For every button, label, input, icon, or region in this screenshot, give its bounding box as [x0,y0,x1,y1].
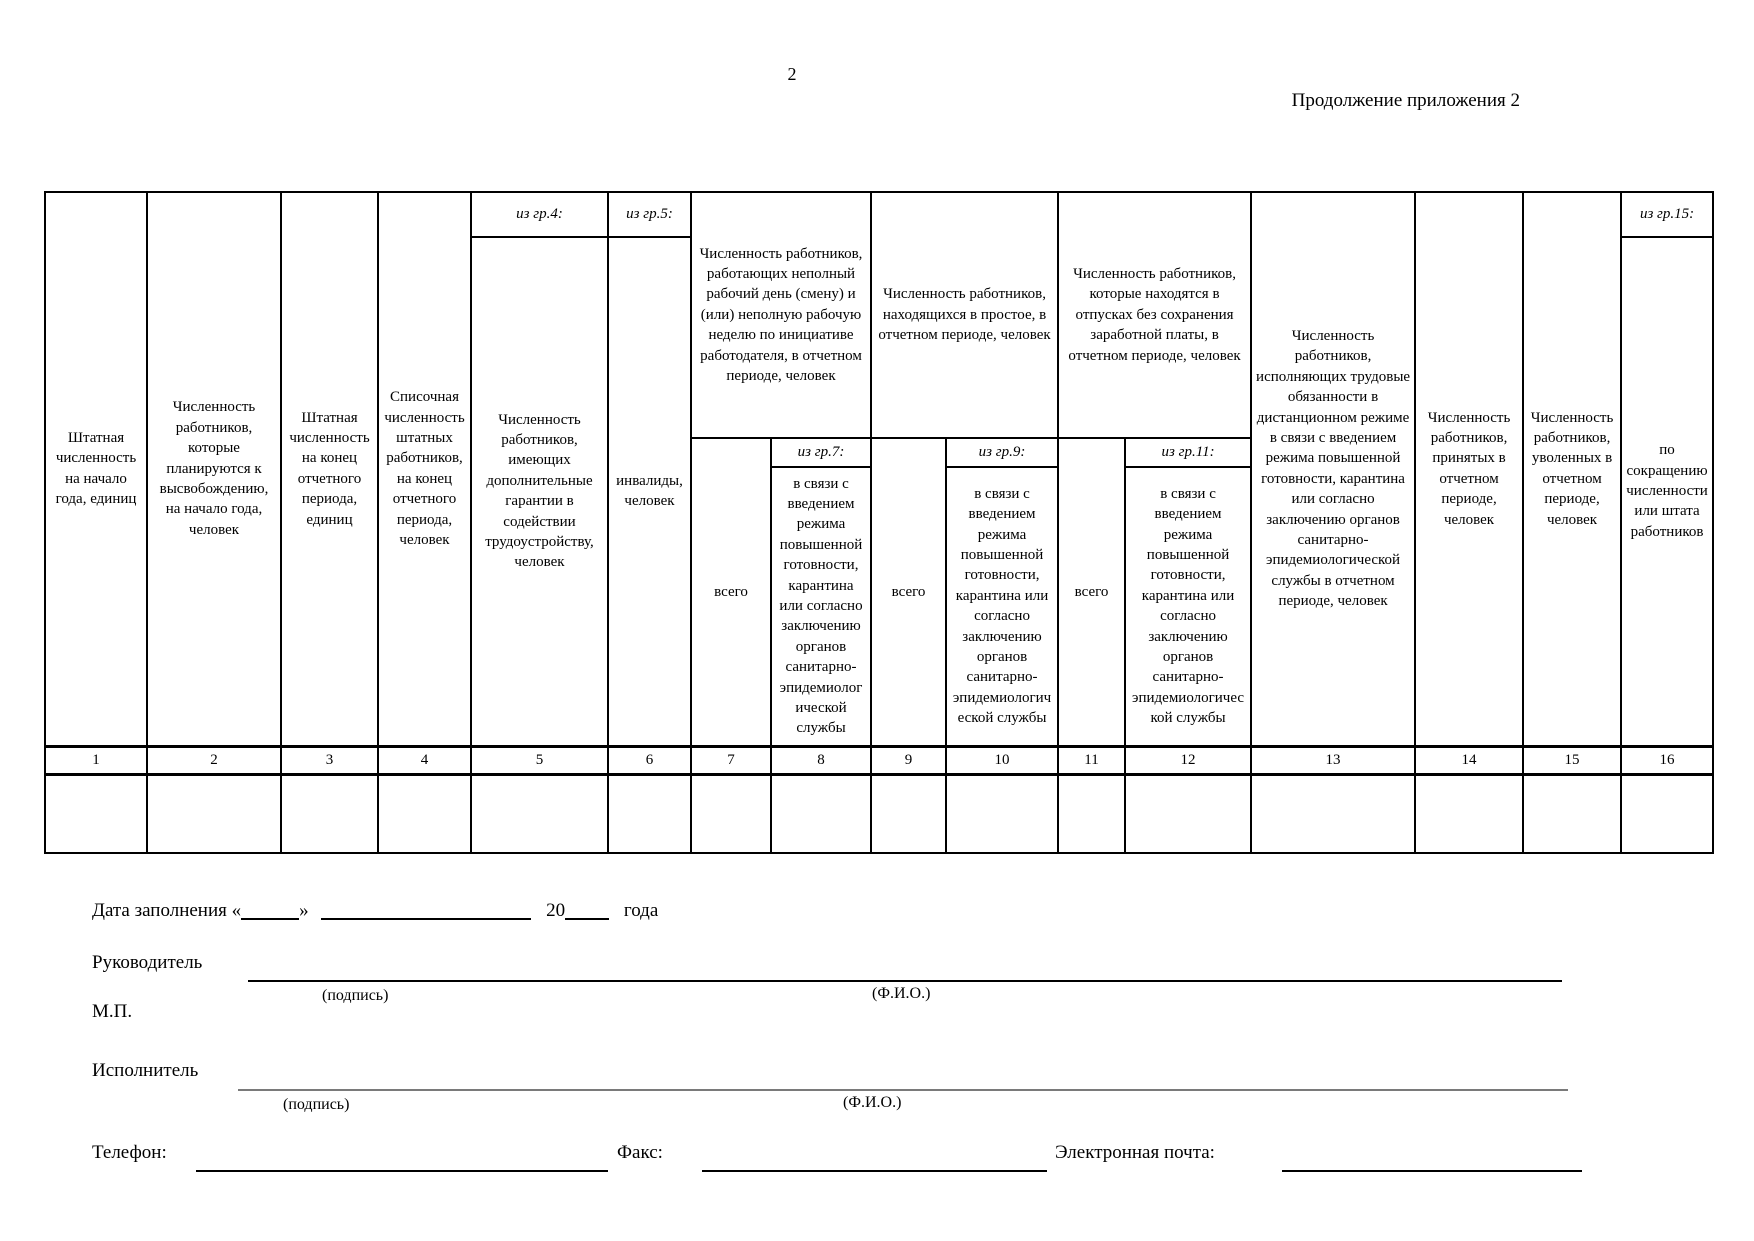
col-header-8: в связи с введением режима повышенной готовности, карантина или согласно заключению органов санитарно-эпидемиологической службы [771,467,871,746]
executor-signature-caption: (подпись) [283,1096,350,1113]
col-number-13: 13 [1251,746,1415,774]
col-header-6: инвалиды, человек [608,237,691,746]
col-header-16: по сокращению численности или штата работников [1621,237,1713,746]
executor-label: Исполнитель [92,1060,199,1081]
col-number-7: 7 [691,746,771,774]
col-header-3: Штатная численность на конец отчетного периода, единиц [281,192,378,746]
head-signature-caption: (подпись) [322,987,389,1004]
col-header-9-total: всего [871,438,946,746]
date-label: Дата заполнения [92,900,227,921]
fax-label: Факс: [617,1142,663,1163]
data-cell-12 [1125,774,1251,853]
data-cell-11 [1058,774,1125,853]
col-number-5: 5 [471,746,608,774]
head-label: Руководитель [92,952,203,973]
col-number-6: 6 [608,746,691,774]
year-prefix: 20 [546,900,566,921]
phone-line [196,1170,608,1172]
col-number-15: 15 [1523,746,1621,774]
data-cell-1 [45,774,147,853]
head-fio-caption: (Ф.И.О.) [872,985,931,1002]
data-cell-2 [147,774,281,853]
group-header-7-8: Численность работников, работающих неполный рабочий день (смену) и (или) неполную рабочую неделю по инициативе работодателя, в отчетном периоде, человек [691,192,871,438]
email-label: Электронная почта: [1055,1142,1215,1163]
subheader-from-col9: из гр.9: [946,438,1058,467]
subheader-from-col5: из гр.5: [608,192,691,237]
staffing-report-table [44,191,1714,854]
subheader-from-col7: из гр.7: [771,438,871,467]
date-day-blank [241,916,299,920]
col-number-1: 1 [45,746,147,774]
fax-line [702,1170,1047,1172]
col-header-11-total: всего [1058,438,1125,746]
date-month-blank [321,916,531,920]
group-header-9-10: Численность работников, находящихся в простое, в отчетном периоде, человек [871,192,1058,438]
data-cell-14 [1415,774,1523,853]
subheader-from-col4: из гр.4: [471,192,608,237]
col-header-5: Численность работников, имеющих дополнительные гарантии в содействии трудоустройству, человек [471,237,608,746]
col-header-15: Численность работников, уволенных в отчетном периоде, человек [1523,192,1621,746]
page-number: 2 [787,64,797,84]
data-cell-13 [1251,774,1415,853]
group-header-11-12: Численность работников, которые находятся в отпусках без сохранения заработной платы, в отчетном периоде, человек [1058,192,1251,438]
col-header-2: Численность работников, которые планируются к высвобождению, на начало года, человек [147,192,281,746]
date-year-blank [565,916,609,920]
phone-label: Телефон: [92,1142,167,1163]
head-signature-line [248,980,1562,982]
stamp-place-label: М.П. [92,1001,133,1022]
col-header-14: Численность работников, принятых в отчетном периоде, человек [1415,192,1523,746]
data-cell-6 [608,774,691,853]
data-cell-15 [1523,774,1621,853]
executor-signature-line [238,1089,1568,1091]
col-header-13: Численность работников, исполняющих трудовые обязанности в дистанционном режиме в связи с введением режима повышенной готовности, карантина или согласно заключению органов санитарно-эпидемиологической службы в отчетном периоде, человек [1251,192,1415,746]
col-header-7-total: всего [691,438,771,746]
column-numbers-row [45,746,1713,774]
data-cell-9 [871,774,946,853]
col-header-4: Списочная численность штатных работников, на конец отчетного периода, человек [378,192,471,746]
data-cell-4 [378,774,471,853]
data-cell-3 [281,774,378,853]
empty-data-row [45,774,1713,853]
close-quote: » [299,900,309,921]
fill-date-row [92,900,658,922]
col-header-12: в связи с введением режима повышенной готовности, карантина или согласно заключению органов санитарно-эпидемиологической службы [1125,467,1251,746]
email-line [1282,1170,1582,1172]
col-number-4: 4 [378,746,471,774]
col-number-9: 9 [871,746,946,774]
data-cell-5 [471,774,608,853]
col-number-12: 12 [1125,746,1251,774]
col-number-14: 14 [1415,746,1523,774]
col-header-1: Штатная численность на начало года, единиц [45,192,147,746]
executor-fio-caption: (Ф.И.О.) [843,1094,902,1111]
subheader-from-col11: из гр.11: [1125,438,1251,467]
col-number-16: 16 [1621,746,1713,774]
open-quote: « [231,900,242,921]
data-cell-7 [691,774,771,853]
col-number-8: 8 [771,746,871,774]
year-suffix: года [623,900,659,921]
continuation-title: Продолжение приложения 2 [1291,90,1520,111]
col-number-10: 10 [946,746,1058,774]
data-cell-16 [1621,774,1713,853]
col-number-3: 3 [281,746,378,774]
col-header-10: в связи с введением режима повышенной готовности, карантина или согласно заключению органов санитарно-эпидемиологической службы [946,467,1058,746]
data-cell-8 [771,774,871,853]
subheader-from-col15: из гр.15: [1621,192,1713,237]
col-number-2: 2 [147,746,281,774]
data-cell-10 [946,774,1058,853]
col-number-11: 11 [1058,746,1125,774]
